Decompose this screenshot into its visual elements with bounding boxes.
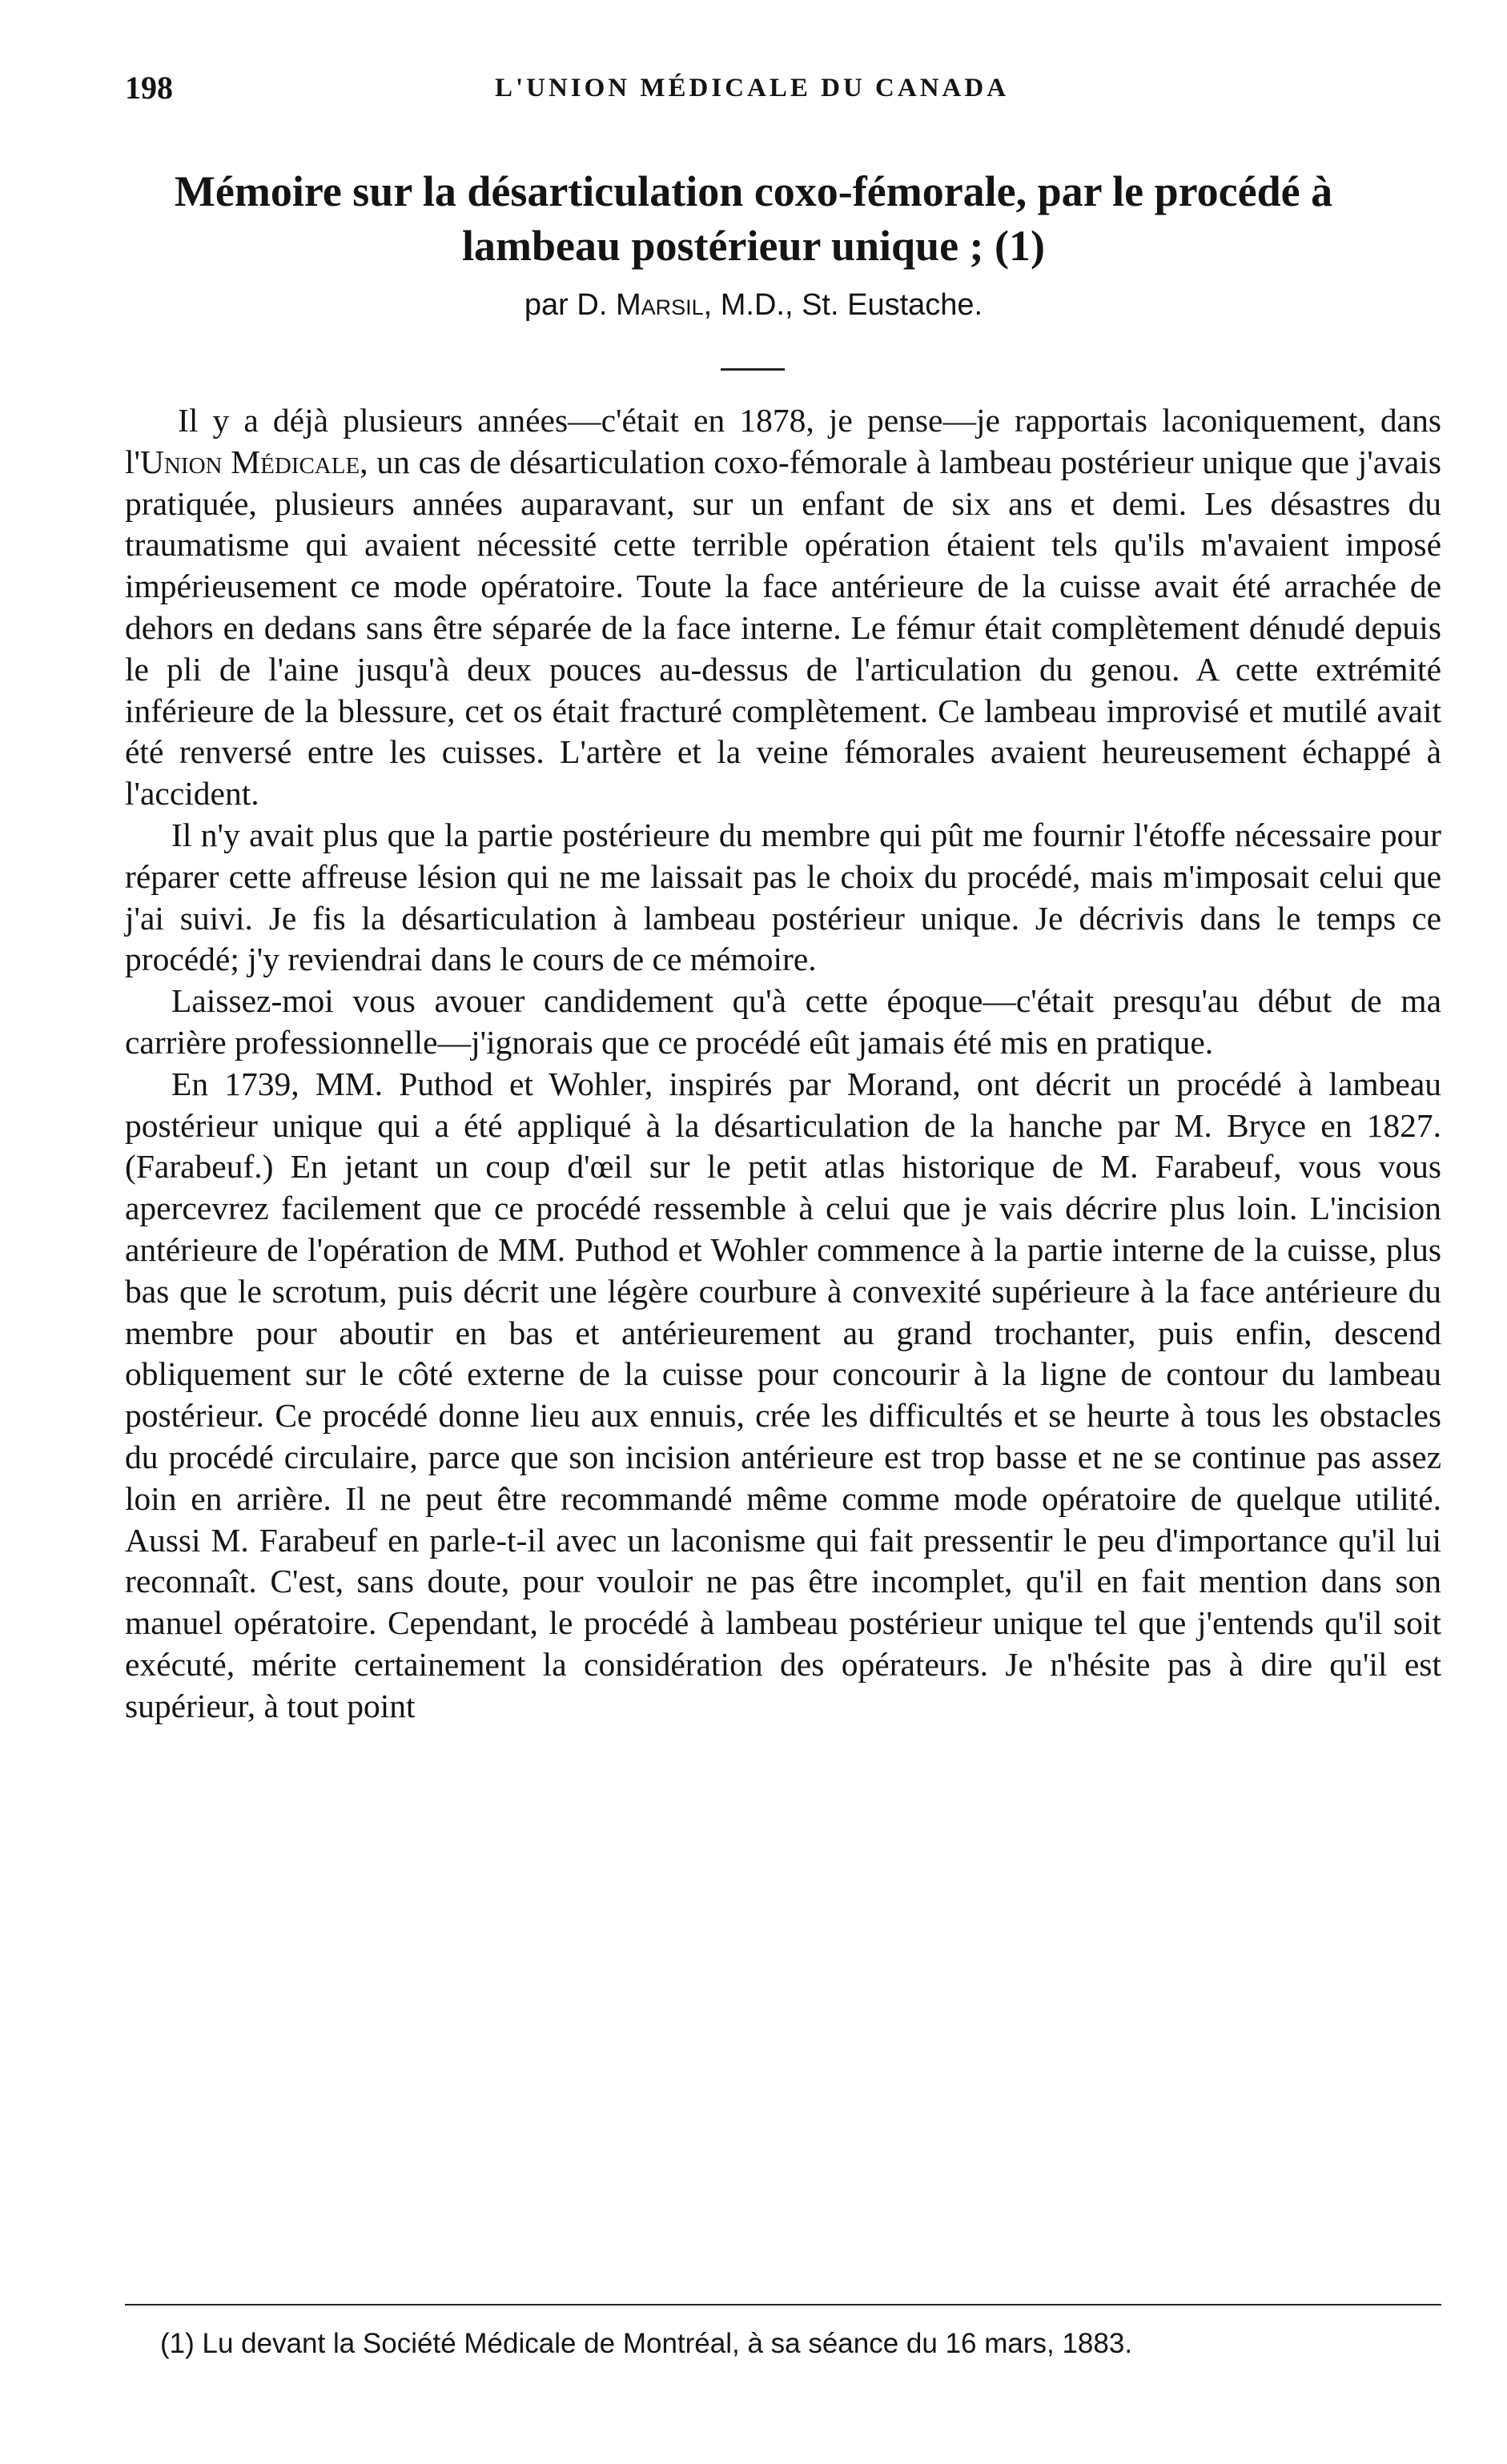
running-header bbox=[125, 69, 1379, 117]
journal-reference: Union Médicale bbox=[140, 443, 360, 480]
body-paragraph: Il n'y avait plus que la partie postérieure du membre qui pût me fournir l'étoffe nécessaire pour réparer cette affreuse lésion qui ne me laissait pas le choix du procédé, mais m'imposait celui que j'ai suivi. Je fis la désarticulation à lambeau postérieur unique. Je décrivis dans le temps ce procédé; j'y reviendrai dans le cours de ce mémoire. bbox=[125, 816, 1441, 978]
article-title: Mémoire sur la désarticulation coxo-fémorale, par le procédé à lambeau postérieur unique ; (1) bbox=[174, 167, 1333, 270]
footnote: (1) Lu devant la Société Médicale de Montréal, à sa séance du 16 mars, 1883. bbox=[160, 2328, 1133, 2359]
author-name: Marsil bbox=[615, 288, 704, 322]
byline-prefix: par D. bbox=[524, 288, 608, 322]
body-paragraph: Laissez-moi vous avouer candidement qu'à cette époque—c'était presqu'au début de ma carrière professionnelle—j'ignorais que ce procédé eût jamais été mis en pratique. bbox=[125, 982, 1441, 1061]
byline-suffix: , M.D., St. Eustache. bbox=[703, 288, 983, 322]
paragraph-text: , un cas de désarticulation coxo-fémorale à lambeau postérieur unique que j'avais pratiquée, plusieurs années auparavant, sur un enfant de six ans et demi. Les désastres du traumatisme qui avaient nécessité cette terrible opération étaient tels qu'ils m'avaient imposé impérieusement ce mode opératoire. Toute la face antérieure de la cuisse avait été arrachée de dehors en dedans sans être séparée de la face interne. Le fémur était complètement dénudé depuis le pli de l'aine jusqu'à deux pouces au-dessus de l'articulation du genou. A cette extrémité inférieure de la blessure, cet os était fracturé complètement. Ce lambeau improvisé et mutilé avait été renversé entre les cuisses. L'artère et la veine fémorales avaient heureusement échappé à l'accident. bbox=[125, 443, 1441, 813]
title-separator-rule bbox=[721, 368, 785, 371]
body-paragraph bbox=[125, 400, 1441, 815]
journal-title: L'UNION MÉDICALE DU CANADA bbox=[494, 74, 1010, 102]
body-paragraph: En 1739, MM. Puthod et Wohler, inspirés par Morand, ont décrit un procédé à lambeau postérieur unique qui a été appliqué à la désarticulation de la hanche par M. Bryce en 1827. (Farabeuf.) En jetant un coup d'œil sur le petit atlas historique de M. Farabeuf, vous vous apercevrez facilement que ce procédé ressemble à celui que je vais décrire plus loin. L'incision antérieure de l'opération de MM. Puthod et Wohler commence à la partie interne de la cuisse, plus bas que le scrotum, puis décrit une légère courbure à convexité supérieure à la face antérieure du membre pour aboutir en bas et antérieurement au grand trochanter, puis enfin, descend obliquement sur le côté externe de la cuisse pour concourir à la ligne de contour du lambeau postérieur. Ce procédé donne lieu aux ennuis, crée les difficultés et se heurte à tous les obstacles du procédé circulaire, parce que son incision antérieure est trop basse et ne se continue pas assez loin en arrière. Il ne peut être recommandé même comme mode opératoire de quelque utilité. Aussi M. Farabeuf en parle-t-il avec un laconisme qui fait pressentir le peu d'importance qu'il lui reconnaît. C'est, sans doute, pour vouloir ne pas être incomplet, qu'il en fait mention dans son manuel opératoire. Cependant, le procédé à lambeau postérieur unique tel que j'entends qu'il soit exécuté, mérite certainement la considération des opérateurs. Je n'hésite pas à dire qu'il est supérieur, à tout point bbox=[125, 1065, 1441, 1724]
author-byline bbox=[120, 288, 1387, 323]
page-number: 198 bbox=[125, 70, 173, 106]
footnote-separator-rule bbox=[125, 2304, 1441, 2305]
paragraph-text: Il y a déjà plusieurs années—c'était en 1878, je pense—je rapportais laconiquement, dans l' bbox=[125, 402, 1441, 480]
article-body bbox=[125, 400, 1441, 1728]
